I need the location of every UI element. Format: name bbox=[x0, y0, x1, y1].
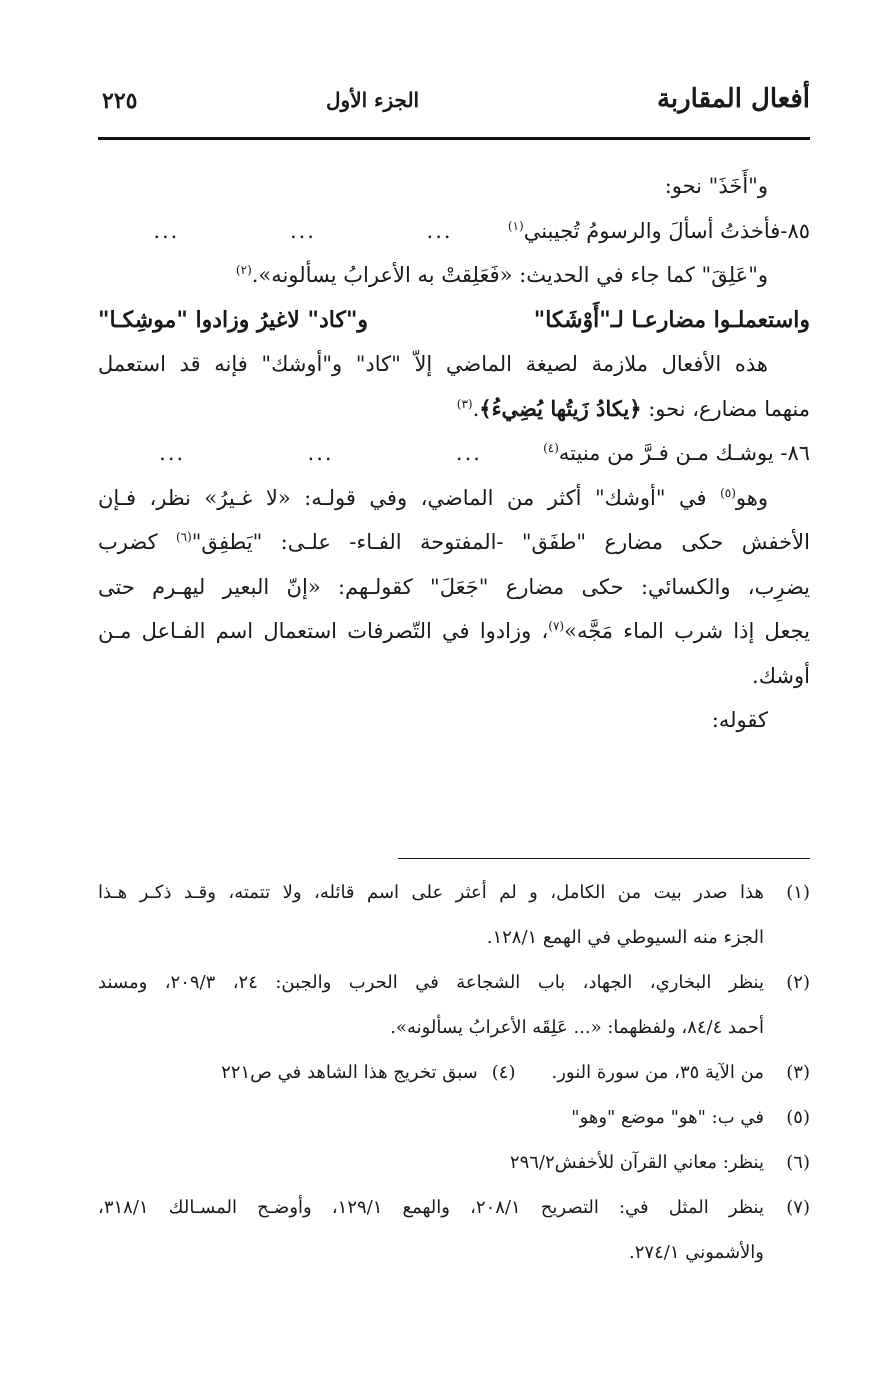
footnote-ref: (٤) bbox=[543, 441, 559, 455]
header-rule bbox=[98, 137, 810, 140]
text-line: هذه الأفعال ملازمة لصيغة الماضي إلاّ "كاد" و"أوشك" فإنه قد استعمل bbox=[98, 352, 768, 376]
footnotes bbox=[98, 870, 810, 1275]
text-line: يضرِب، والكسائي: حكى مضارع "جَعَلَ" كقولـهم: «إنّ البعير ليهـرم حتى bbox=[98, 574, 810, 599]
footnote-number: (٤) bbox=[491, 1062, 516, 1083]
footnote-number: (٢) bbox=[786, 972, 810, 993]
text-line: الأخفش حكى مضارع "طفَق" -المفتوحة الفـاء- علـى: "يَطفِق"$^{(٦)}$ كضرب bbox=[98, 530, 810, 554]
text-line: وهو$^{(٥)}$ في "أوشك" أكثر من الماضي، وفي قولـه: «لا غـيرُ» نظر، فـإن bbox=[98, 485, 768, 510]
footnote-2: (٢) ينظر البخاري، الجهاد، باب الشجاعة في الحرب والجبن: ٢٤، ٢٠٩/٣، ومسند أحمد ٨٤/٤، ولفظهما: «... عَلِقَه الأعرابُ يسألونه». bbox=[98, 960, 810, 1050]
footnote-ref: (٢) bbox=[235, 263, 252, 277]
book-title: أفعال المقاربة bbox=[656, 84, 810, 114]
footnote-ref: (٦) bbox=[175, 530, 192, 544]
verse-85: ٨٥-فأخذتُ أسألَ والرسومُ تُجيبني$^{(١)}$ ... ... ... bbox=[98, 209, 810, 254]
volume-label: الجزء الأول bbox=[326, 88, 420, 112]
main-text bbox=[98, 164, 810, 743]
footnote-number: (٦) bbox=[786, 1152, 810, 1173]
footnote-ref: (٧) bbox=[548, 619, 565, 633]
footnote-ref: (٣) bbox=[456, 396, 473, 411]
text-line: أوشك. bbox=[752, 663, 810, 688]
text-line: كقوله: bbox=[711, 708, 768, 732]
footnote-5: (٥) في ب: "هو" موضع "وهو" bbox=[98, 1095, 810, 1140]
page-number: ٢٢٥ bbox=[102, 88, 138, 114]
footnote-number: (٥) bbox=[786, 1107, 810, 1128]
footnote-ref: (٥) bbox=[720, 485, 736, 500]
alfiyya-verse-heading: واستعملـوا مضارعـا لـ"أَوْشَكا" و"كاد" لاغيرُ وزادوا "موشِكـا" bbox=[98, 306, 810, 333]
footnote-6: (٦) ينظر: معاني القرآن للأخفش٢٩٦/٢ bbox=[98, 1140, 810, 1185]
verse-86: ٨٦- يوشـك مـن فـرَّ من منيته$^{(٤)}$ ... ... ... bbox=[98, 431, 810, 476]
text-line: منهما مضارع، نحو: ﴿يكادُ زَيتُها يُضِيءُ﴾.$^{(٣)}$ bbox=[456, 395, 810, 421]
text-line: و"عَلِقَ" كما جاء في الحديث: «فَعَلِقتْ به الأعرابُ يسألونه».$^{(٢)}$ bbox=[235, 263, 768, 287]
quran-quote: ﴿يكادُ زَيتُها يُضِيءُ﴾ bbox=[479, 395, 642, 421]
text-line: يجعل إذا شرب الماء مَجَّه»$^{(٧)}$، وزادوا في التّصرفات استعمال اسم الفـاعل مـن bbox=[98, 619, 810, 643]
verse-ellipsis: ... ... ... bbox=[153, 218, 453, 243]
footnote-3-4: (٣) من الآية ٣٥، من سورة النور. (٤) سبق تخريج هذا الشاهد في ص٢٢١ bbox=[98, 1050, 810, 1095]
footnote-number: (١) bbox=[786, 882, 810, 903]
page bbox=[98, 0, 810, 1377]
footnote-7: (٧) ينظر المثل في: التصريح ٢٠٨/١، والهمع ١٢٩/١، وأوضـح المسـالك ٣١٨/١، والأشموني ٢٧٤/١. bbox=[98, 1185, 810, 1275]
footnote-separator bbox=[398, 858, 810, 859]
footnote-1: (١) هذا صدر بيت من الكامل، و لم أعثر على اسم قائله، ولا تتمته، وقـد ذكـر هـذا الجزء منه السيوطي في الهمع ١٢٨/١. bbox=[98, 870, 810, 960]
footnote-number: (٣) bbox=[786, 1062, 810, 1083]
footnote-number: (٧) bbox=[786, 1197, 810, 1218]
running-header bbox=[98, 82, 810, 126]
footnote-ref: (١) bbox=[507, 218, 524, 233]
verse-ellipsis: ... ... ... bbox=[159, 441, 482, 465]
text-line: و"أَخَذَ" نحو: bbox=[664, 174, 768, 198]
